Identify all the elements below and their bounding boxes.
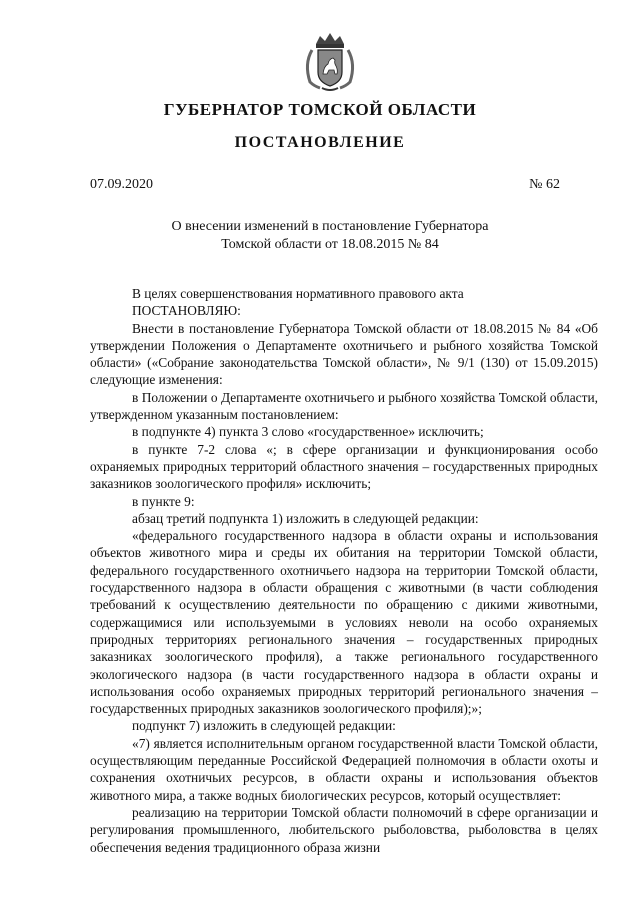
body-paragraph: «7) является исполнительным органом государственной власти Томской области, осуществляющим переданные Российской Федерацией полномочия в области охоты и сохранения охотничьих ресурсов, в области охраны и использования объектов животного мира, а также водных биологических ресурсов, который осуществляет: [90, 735, 598, 803]
body-paragraph: абзац третий подпункта 1) изложить в следующей редакции: [132, 510, 479, 526]
tomsk-coat-of-arms-icon [298, 30, 362, 94]
subject-line-2: Томской области от 18.08.2015 № 84 [221, 237, 439, 252]
document-body [90, 285, 598, 856]
document-number: № 62 [529, 177, 560, 192]
body-paragraph: подпункт 7) изложить в следующей редакции: [132, 718, 396, 734]
body-paragraph: реализацию на территории Томской области полномочий в сфере организации и регулирования промышленного, любительского рыболовства, рыболовства в целях обеспечения ведения традиционного образа жизни [90, 804, 598, 855]
body-paragraph: в Положении о Департаменте охотничьего и рыбного хозяйства Томской области, утвержденном указанным постановлением: [90, 389, 598, 423]
body-paragraph: в пункте 7-2 слова «; в сфере организации и функционирования особо охраняемых природных территорий областного значения – государственных природных заказников зоологического профиля» исключить; [90, 441, 598, 492]
body-paragraph: В целях совершенствования нормативного правового акта [132, 286, 464, 301]
body-paragraph: в пункте 9: [132, 493, 195, 509]
subject-line-1: О внесении изменений в постановление Губернатора [171, 219, 489, 234]
document-subject [120, 218, 540, 254]
body-paragraph: в подпункте 4) пункта 3 слово «государственное» исключить; [132, 424, 484, 440]
body-paragraph: Внести в постановление Губернатора Томской области от 18.08.2015 № 84 «Об утверждении Положения о Департаменте охотничьего и рыбного хозяйства Томской области» («Собрание законодательства Томской области», № 9/1 (130) от 15.09.2015) следующие изменения: [90, 320, 598, 388]
body-decree-word: ПОСТАНОВЛЯЮ: [132, 303, 241, 319]
authority-title: ГУБЕРНАТОР ТОМСКОЙ ОБЛАСТИ [163, 100, 477, 119]
document-date: 07.09.2020 [90, 177, 153, 192]
document-type-title: ПОСТАНОВЛЕНИЕ [234, 134, 406, 151]
body-paragraph: «федерального государственного надзора в области охраны и использования объектов животного мира и среды их обитания на территории Томской области, федерального государственного охотничьего надзора на территории Томской области, государственного надзора в области обращения с животными (в части соблюдения требований к осуществлению деятельности по обращению с дикими животными, содержащимися или используемыми в условиях неволи на особо охраняемых природных территориях регионального значения – государственных природных заказниках зоологического профиля), а также регионального государственного экологического надзора (в части государственного надзора в области охраны и использования особо охраняемых природных территорий регионального значения – государственных природных заказников зоологического профиля);»; [90, 528, 598, 717]
